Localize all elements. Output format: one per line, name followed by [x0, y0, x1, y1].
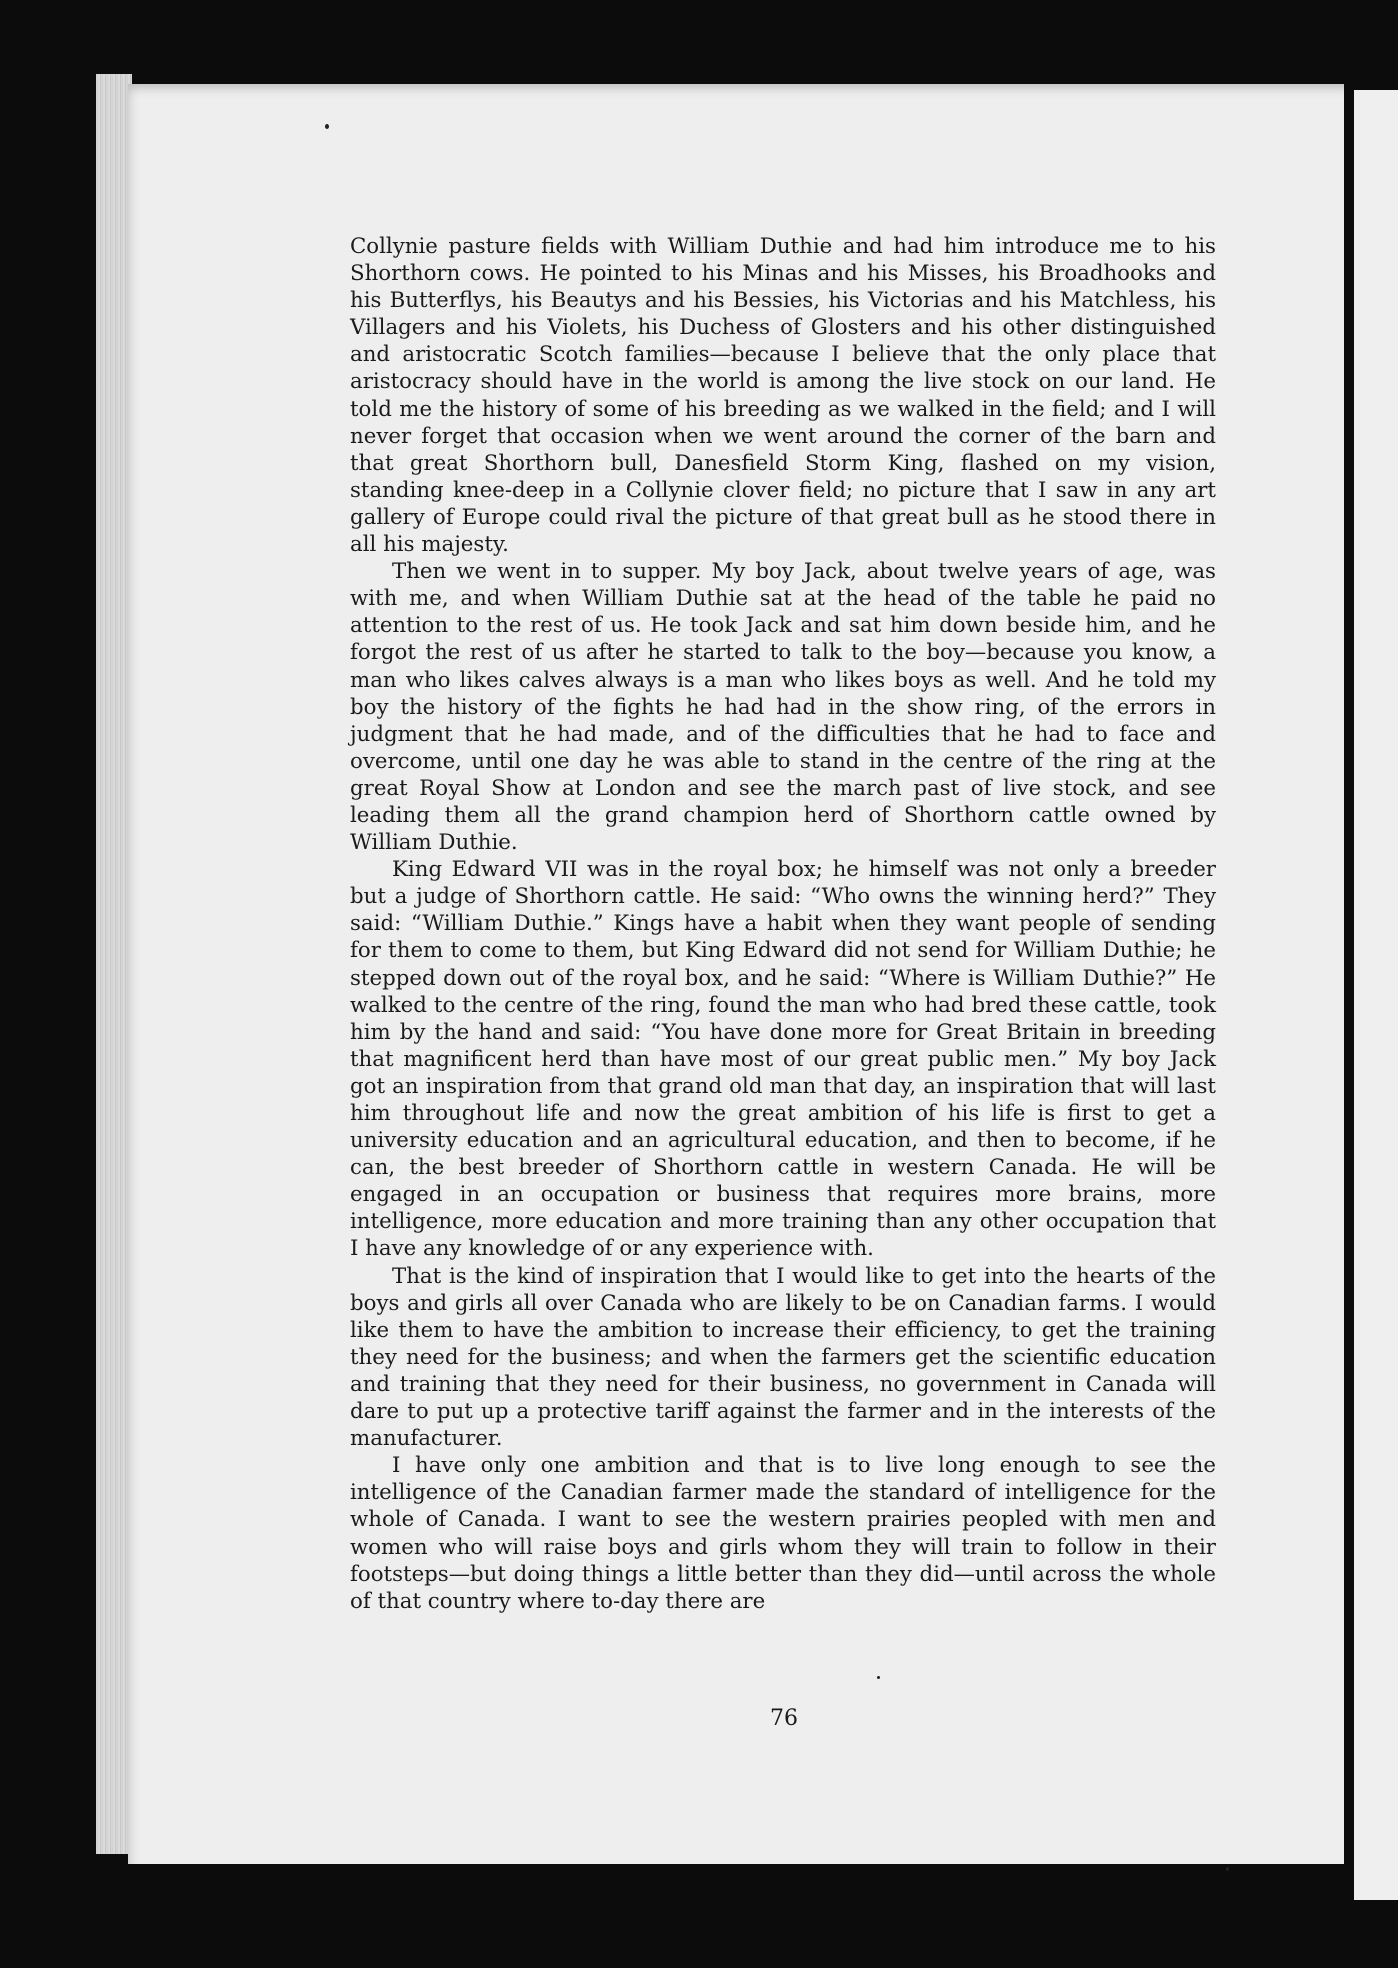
page-number: 76 [770, 1706, 798, 1731]
paragraph-4: That is the kind of inspiration that I would like to get into the hearts of the boys and girls all over Canada who are likely to be on Canadian farms. I would like them to have the ambition to increase their efficiency, to get the training they need for the business; and when the farmers get the scientific education and training that they need for their business, no government in Canada will dare to put up a protective tariff against the farmer and in the interests of the manufacturer. [350, 1263, 1216, 1452]
paragraph-5: I have only one ambition and that is to live long enough to see the intelligence of the Canadian farmer made the standard of intelligence for the whole of Canada. I want to see the western prairies peopled with men and women who will raise boys and girls whom they will train to follow in their footsteps—but doing things a little better than they did—until across the whole of that country where to-day there are [350, 1453, 1216, 1614]
paragraph-1: Collynie pasture fields with William Duthie and had him introduce me to his Shorthorn cows. He pointed to his Minas and his Misses, his Broadhooks and his Butterflys, his Beautys and his Bessies, his Victorias and his Matchless, his Villagers and his Violets, his Duchess of Glosters and his other distinguished and aristocratic Scotch families—because I believe that the only place that aristocracy should have in the world is among the live stock on our land. He told me the history of some of his breeding as we walked in the field; and I will never forget that occasion when we went around the corner of the barn and that great Shorthorn bull, Danesfield Storm King, flashed on my vision, standing knee-deep in a Collynie clover field; no picture that I saw in any art gallery of Europe could rival the picture of that great bull as he stood there in all his majesty. [350, 234, 1216, 558]
paragraph-2: Then we went in to supper. My boy Jack, about twelve years of age, was with me, and when William Duthie sat at the head of the table he paid no attention to the rest of us. He took Jack and sat him down beside him, and he forgot the rest of us after he started to talk to the boy—because you know, a man who likes calves always is a man who likes boys as well. And he told my boy the history of the fights he had had in the show ring, of the errors in judgment that he had made, and of the difficulties that he had to face and overcome, until one day he was able to stand in the centre of the ring at the great Royal Show at London and see the march past of live stock, and see leading them all the grand champion herd of Shorthorn cattle owned by William Duthie. [350, 559, 1216, 856]
page-edge-stack [96, 74, 132, 1854]
facing-page-edge [1354, 90, 1398, 1900]
ink-speck [877, 1676, 880, 1679]
ink-speck [325, 124, 329, 129]
paragraph-3: King Edward VII was in the royal box; he himself was not only a breeder but a judge of Shorthorn cattle. He said: “Who owns the winning herd?” They said: “William Duthie.” Kings have a habit when they want people of sending for them to come to them, but King Edward did not send for William Duthie; he stepped down out of the royal box, and he said: “Where is William Duthie?” He walked to the centre of the ring, found the man who had bred these cattle, took him by the hand and said: “You have done more for Great Britain in breeding that magnificent herd than have most of our great public men.” My boy Jack got an inspiration from that grand old man that day, an inspiration that will last him throughout life and now the great ambition of his life is first to get a university education and an agricultural education, and then to become, if he can, the best breeder of Shorthorn cattle in western Canada. He will be engaged in an occupation or business that requires more brains, more intelligence, more education and more training than any other occupation that I have any knowledge of or any experience with. [350, 857, 1216, 1262]
body-text [350, 233, 1216, 1615]
ink-speck [1226, 1867, 1229, 1871]
